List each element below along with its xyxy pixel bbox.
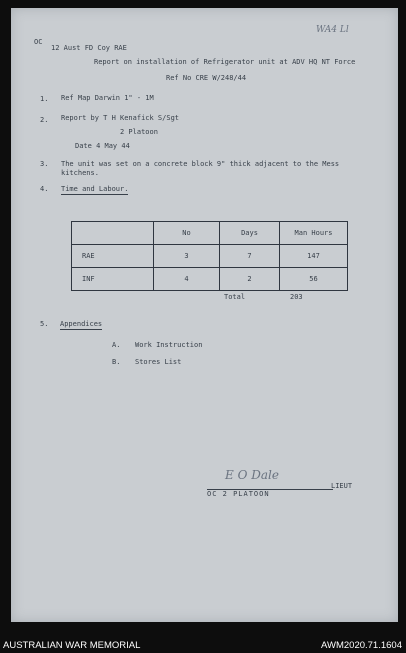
total-value: 203 bbox=[290, 293, 303, 301]
footer-accession-id: AWM2020.71.1604 bbox=[321, 640, 402, 651]
table-header-row bbox=[72, 222, 348, 245]
reference-number: Ref No CRE W/248/44 bbox=[166, 74, 247, 82]
oc-label: OC bbox=[34, 38, 43, 46]
table-cell: 147 bbox=[280, 245, 348, 268]
footer-institution: AUSTRALIAN WAR MEMORIAL bbox=[3, 640, 141, 651]
signature-rank: LIEUT bbox=[331, 482, 353, 490]
appendix-a-letter: A. bbox=[112, 341, 121, 349]
item-3-number: 3. bbox=[40, 160, 49, 168]
handwritten-signature: E O Dale bbox=[225, 468, 279, 482]
appendices-heading: Appendices bbox=[60, 320, 103, 328]
table-cell: 3 bbox=[154, 245, 220, 268]
time-labour-table bbox=[71, 221, 348, 291]
header-cell: No bbox=[154, 222, 220, 245]
unit-name: 12 Aust FD Coy RAE bbox=[51, 44, 127, 52]
table-cell: RAE bbox=[72, 245, 154, 268]
item-1-number: 1. bbox=[40, 95, 49, 103]
table-cell: 56 bbox=[280, 268, 348, 291]
document-page bbox=[11, 8, 398, 622]
appendix-b-letter: B. bbox=[112, 358, 121, 366]
item-3-text-cont: kitchens. bbox=[61, 169, 99, 177]
table-cell: INF bbox=[72, 268, 154, 291]
corner-handwritten-note: WA4 Ll bbox=[316, 25, 349, 35]
table-row bbox=[72, 268, 348, 291]
item-2-number: 2. bbox=[40, 116, 49, 124]
report-title: Report on installation of Refrigerator unit at ADV HQ NT Force bbox=[94, 58, 356, 66]
item-4-number: 4. bbox=[40, 185, 49, 193]
table-cell: 4 bbox=[154, 268, 220, 291]
item-1-text: Ref Map Darwin 1" - 1M bbox=[61, 94, 154, 102]
table-row bbox=[72, 245, 348, 268]
item-2-text: Report by T H Kenafick S/Sgt bbox=[61, 114, 180, 122]
table-cell: 7 bbox=[220, 245, 280, 268]
item-5-number: 5. bbox=[40, 320, 49, 328]
appendix-b-text: Stores List bbox=[135, 358, 182, 366]
item-4-heading: Time and Labour. bbox=[61, 185, 129, 193]
appendix-a-text: Work Instruction bbox=[135, 341, 203, 349]
item-3-text: The unit was set on a concrete block 9" thick adjacent to the Mess bbox=[61, 160, 340, 168]
header-cell bbox=[72, 222, 154, 245]
archive-footer bbox=[0, 637, 406, 653]
header-cell: Man Hours bbox=[280, 222, 348, 245]
item-2-platoon: 2 Platoon bbox=[120, 128, 158, 136]
signature-role: OC 2 PLATOON bbox=[207, 490, 270, 498]
header-cell: Days bbox=[220, 222, 280, 245]
item-2-date: Date 4 May 44 bbox=[75, 142, 130, 150]
table-cell: 2 bbox=[220, 268, 280, 291]
total-label: Total bbox=[224, 293, 246, 301]
